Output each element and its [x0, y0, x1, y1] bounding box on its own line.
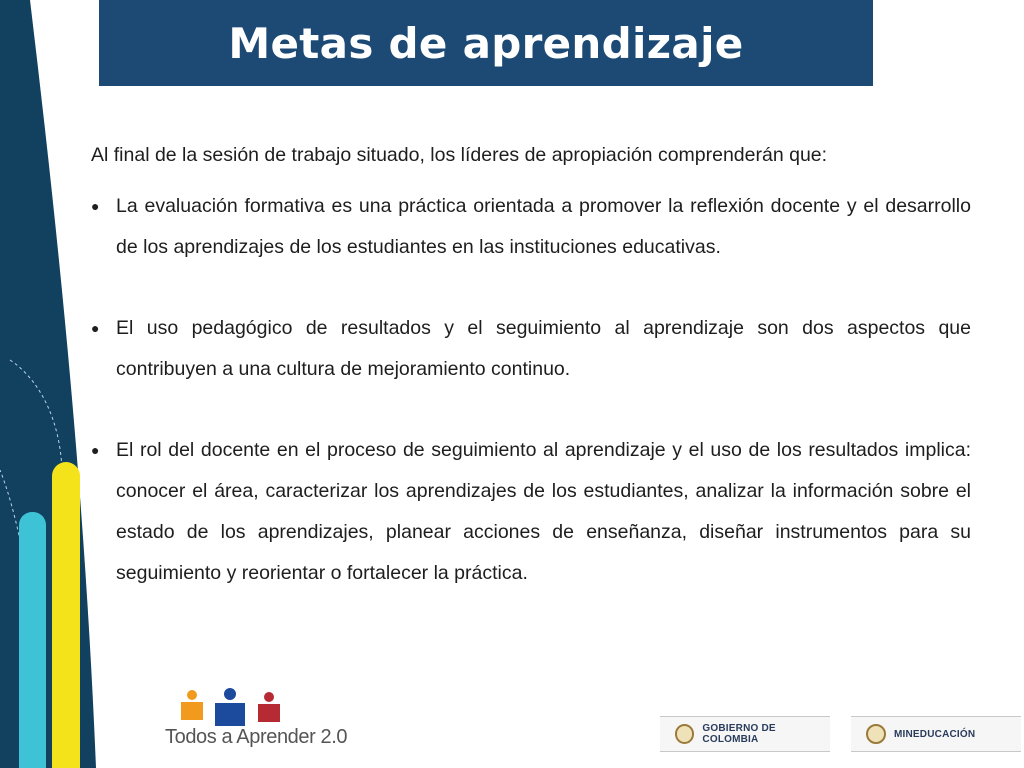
- bullet-icon: ●: [91, 198, 100, 214]
- slide-title: Metas de aprendizaje: [228, 18, 744, 68]
- gobierno-logo: [660, 716, 830, 752]
- title-bar: [99, 0, 873, 86]
- goals-list: [91, 186, 971, 594]
- people-logo-icon: [165, 688, 300, 728]
- program-logo: [165, 688, 348, 758]
- bullet-icon: ●: [91, 320, 100, 336]
- program-logo-text: Todos a Aprender 2.0: [165, 726, 348, 748]
- list-item: [91, 186, 971, 268]
- mineducacion-logo: [851, 716, 1021, 752]
- list-item: [91, 308, 971, 390]
- coat-of-arms-icon: [675, 724, 694, 744]
- list-item: [91, 430, 971, 594]
- goal-text: El rol del docente en el proceso de seguimiento al aprendizaje y el uso de los resultados implica: conocer el área, caracterizar los aprendizajes de los estudiantes, analizar la información sobre el estado de los aprendizajes, planear acciones de enseñanza, diseñar instrumentos para su seguimiento y reorientar o fortalecer la práctica.: [116, 439, 971, 584]
- gobierno-logo-text: GOBIERNO DE COLOMBIA: [702, 723, 776, 745]
- slide-content: [91, 138, 971, 634]
- goal-text: El uso pedagógico de resultados y el seguimiento al aprendizaje son dos aspectos que contribuyen a una cultura de mejoramiento continuo.: [116, 317, 971, 380]
- bullet-icon: ●: [91, 442, 100, 458]
- coat-of-arms-icon: [866, 724, 886, 744]
- goal-text: La evaluación formativa es una práctica orientada a promover la reflexión docente y el desarrollo de los aprendizajes de los estudiantes en las instituciones educativas.: [116, 195, 971, 258]
- mineducacion-logo-text: MINEDUCACIÓN: [894, 728, 976, 740]
- intro-text: Al final de la sesión de trabajo situado, los líderes de apropiación comprenderán que:: [91, 144, 828, 166]
